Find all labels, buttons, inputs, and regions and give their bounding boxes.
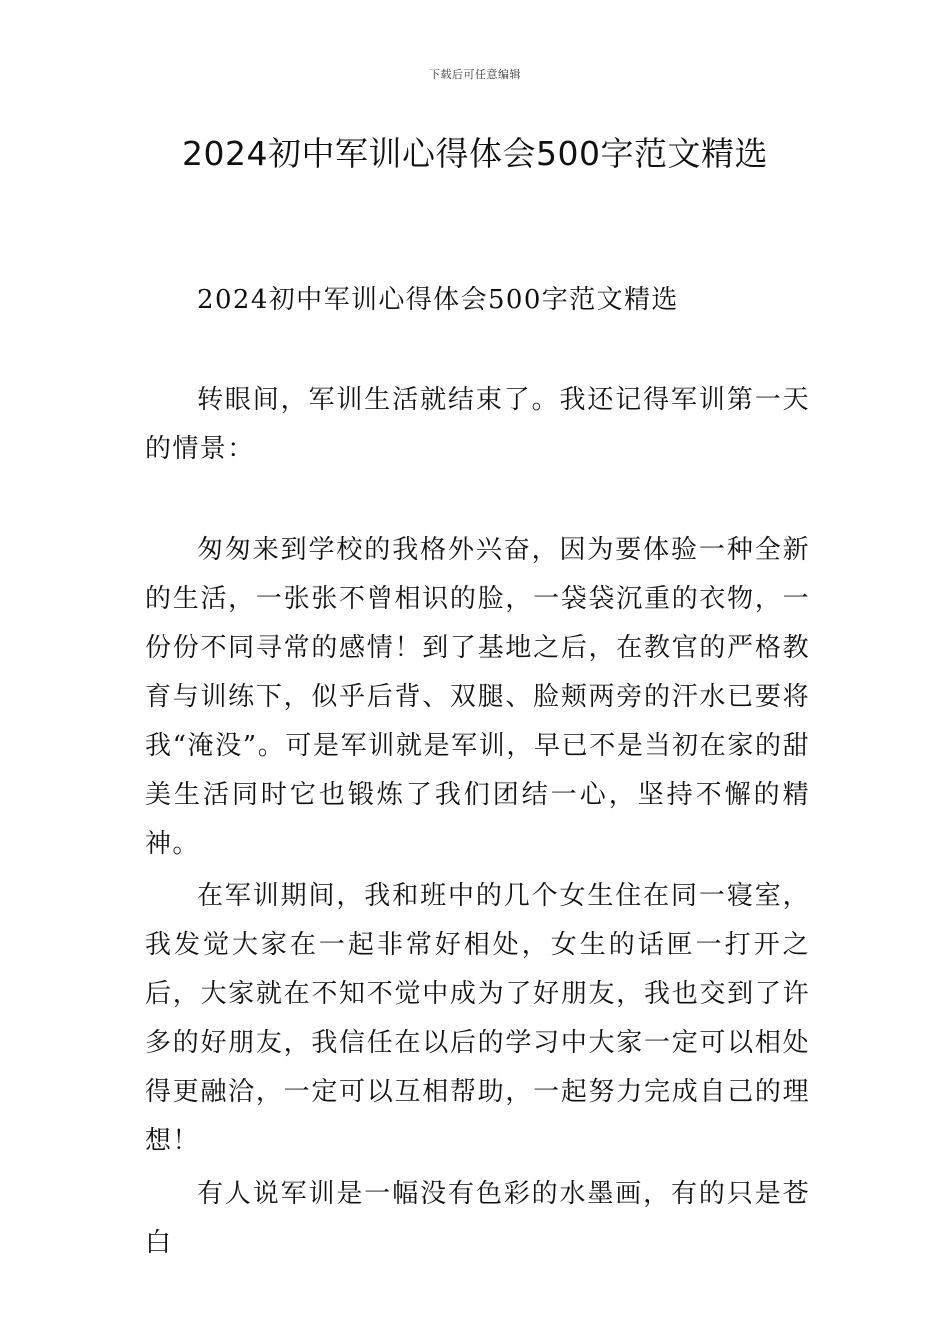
document-subtitle: 2024初中军训心得体会500字范文精选 [197, 285, 679, 315]
header-note: 下载后可任意编辑 [429, 68, 521, 81]
paragraph-3: 在军训期间，我和班中的几个女生住在同一寝室，我发觉大家在一起非常好相处，女生的话匣一打开之后，大家就在不知不觉中成为了好朋友，我也交到了许多的好朋友，我信任在以后的学习中大家一定可以相处得更融洽，一定可以互相帮助，一起努力完成自己的理想！ [145, 881, 810, 1156]
document-title: 2024初中军训心得体会500字范文精选 [182, 134, 768, 173]
paragraph-1: 转眼间，军训生活就结束了。我还记得军训第一天的情景： [145, 385, 810, 464]
paragraph-4: 有人说军训是一幅没有色彩的水墨画，有的只是苍白 [145, 1179, 810, 1258]
paragraph-2: 匆匆来到学校的我格外兴奋，因为要体验一种全新的生活，一张张不曾相识的脸，一袋袋沉重的衣物，一份份不同寻常的感情！到了基地之后，在教官的严格教育与训练下，似乎后背、双腿、脸颊两旁的汗水已要将我“淹没”。可是军训就是军训，早已不是当初在家的甜美生活同时它也锻炼了我们团结一心，坚持不懈的精神。 [145, 535, 810, 859]
